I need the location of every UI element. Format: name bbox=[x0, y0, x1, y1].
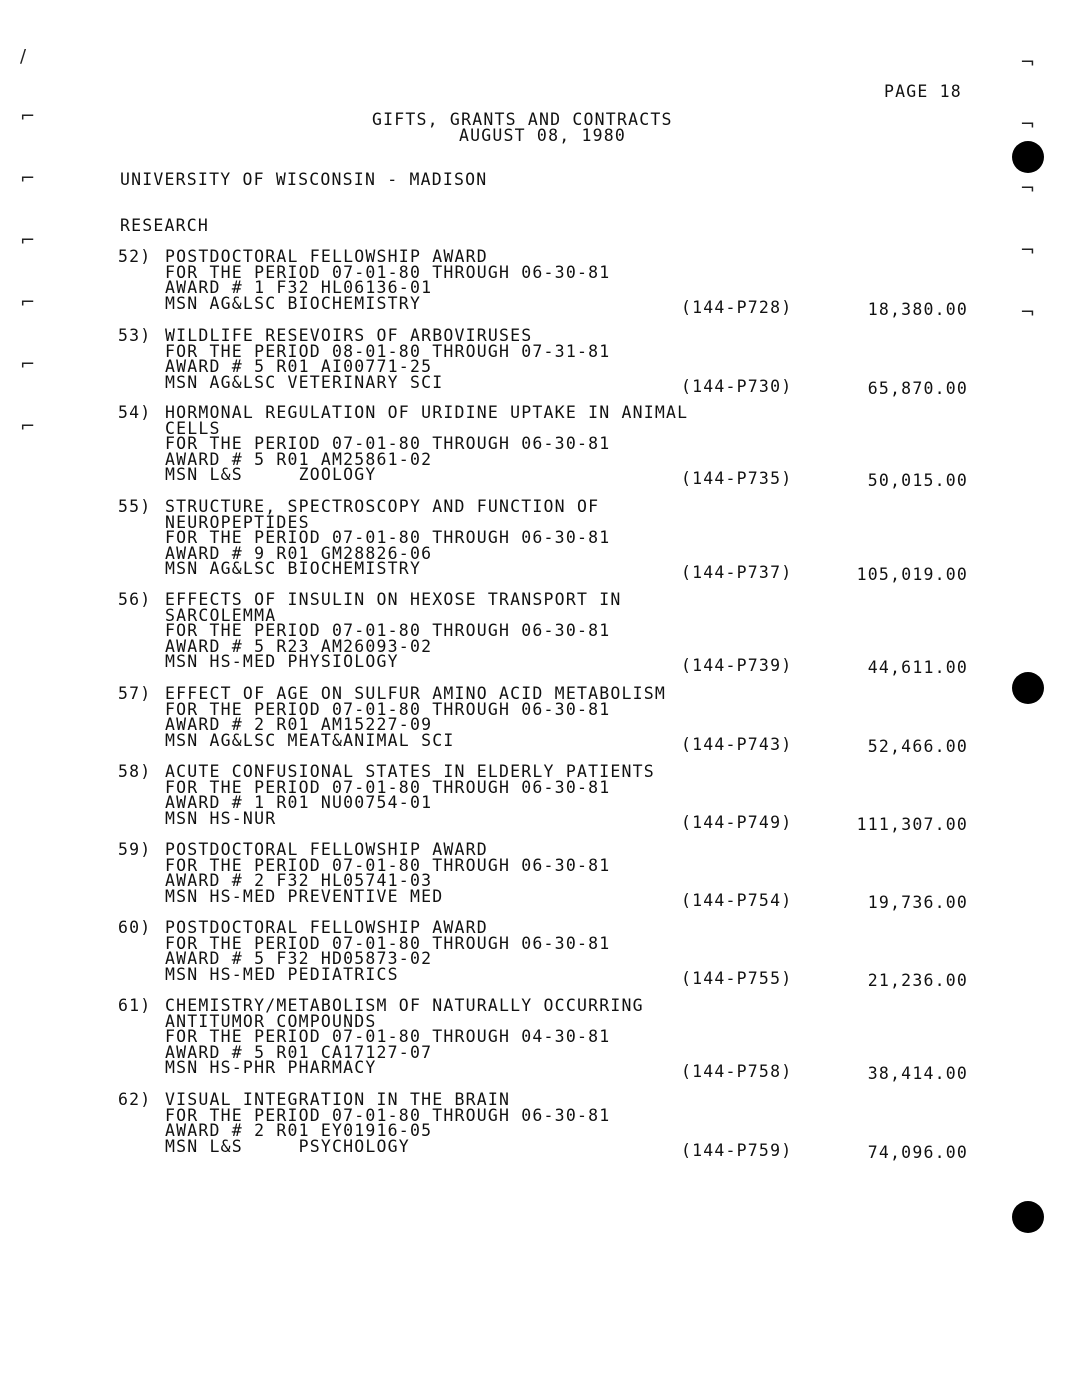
award-amount: 18,380.00 bbox=[867, 299, 968, 319]
entry-line: MSN AG&LSC VETERINARY SCI bbox=[165, 372, 444, 392]
account-code: (144-P754) bbox=[681, 890, 793, 910]
entry-line: CELLS bbox=[165, 418, 221, 438]
account-code: (144-P737) bbox=[681, 563, 793, 583]
entry-line: FOR THE PERIOD 07-01-80 THROUGH 06-30-81 bbox=[165, 777, 611, 797]
account-code: (144-P735) bbox=[681, 469, 793, 489]
margin-mark: ⌐ bbox=[20, 230, 36, 251]
entry-line: MSN HS-NUR bbox=[165, 808, 277, 828]
entry-line: EFFECT OF AGE ON SULFUR AMINO ACID METABOLISM bbox=[165, 684, 667, 703]
section-heading: RESEARCH bbox=[120, 216, 210, 235]
entry-line: AWARD # 5 R23 AM26093-02 bbox=[165, 636, 433, 656]
entry-line: FOR THE PERIOD 07-01-80 THROUGH 06-30-81 bbox=[165, 1105, 611, 1125]
entry-line: FOR THE PERIOD 08-01-80 THROUGH 07-31-81 bbox=[165, 341, 611, 361]
margin-mark: ⌐ bbox=[20, 106, 36, 127]
margin-mark: ¬ bbox=[1020, 114, 1036, 135]
entry-line: AWARD # 5 R01 AI00771-25 bbox=[165, 357, 433, 377]
entry-number: 57) bbox=[118, 684, 152, 703]
account-code: (144-P739) bbox=[681, 656, 793, 676]
margin-mark: ⌐ bbox=[20, 292, 36, 313]
report-title: GIFTS, GRANTS AND CONTRACTS bbox=[372, 110, 673, 129]
entry-line: AWARD # 2 R01 EY01916-05 bbox=[165, 1121, 433, 1141]
entry-line: NEUROPEPTIDES bbox=[165, 512, 310, 532]
entry-line: FOR THE PERIOD 07-01-80 THROUGH 06-30-81 bbox=[165, 528, 611, 548]
entry-line: AWARD # 5 R01 CA17127-07 bbox=[165, 1042, 433, 1062]
entry-line: FOR THE PERIOD 07-01-80 THROUGH 06-30-81 bbox=[165, 933, 611, 953]
entry-line: POSTDOCTORAL FELLOWSHIP AWARD bbox=[165, 840, 488, 859]
entry-line: HORMONAL REGULATION OF URIDINE UPTAKE IN ANIMAL bbox=[165, 403, 689, 422]
award-amount: 65,870.00 bbox=[867, 378, 968, 398]
award-amount: 52,466.00 bbox=[867, 736, 968, 756]
award-amount: 44,611.00 bbox=[867, 658, 968, 678]
entry-line: FOR THE PERIOD 07-01-80 THROUGH 06-30-81 bbox=[165, 621, 611, 641]
entry-line: MSN AG&LSC BIOCHEMISTRY bbox=[165, 293, 422, 313]
entry-line: FOR THE PERIOD 07-01-80 THROUGH 06-30-81 bbox=[165, 855, 611, 875]
entry-line: AWARD # 5 R01 AM25861-02 bbox=[165, 449, 433, 469]
account-code: (144-P730) bbox=[681, 376, 793, 396]
margin-mark: ¬ bbox=[1020, 240, 1036, 261]
margin-mark: ⌐ bbox=[20, 354, 36, 375]
entry-number: 54) bbox=[118, 403, 152, 422]
institution-name: UNIVERSITY OF WISCONSIN - MADISON bbox=[120, 170, 488, 189]
entry-line: MSN L&S PSYCHOLOGY bbox=[165, 1136, 410, 1156]
entry-line: AWARD # 1 F32 HL06136-01 bbox=[165, 278, 433, 298]
margin-mark: ⌐ bbox=[20, 168, 36, 189]
entry-line: ANTITUMOR COMPOUNDS bbox=[165, 1011, 377, 1031]
entry-line: MSN HS-MED PREVENTIVE MED bbox=[165, 886, 444, 906]
margin-mark: ⌐ bbox=[20, 416, 36, 437]
entry-line: POSTDOCTORAL FELLOWSHIP AWARD bbox=[165, 247, 488, 266]
entry-description bbox=[165, 249, 610, 311]
entry-description bbox=[165, 686, 666, 748]
account-code: (144-P749) bbox=[681, 812, 793, 832]
entry-description bbox=[165, 920, 610, 982]
entry-line: POSTDOCTORAL FELLOWSHIP AWARD bbox=[165, 918, 488, 937]
award-amount: 50,015.00 bbox=[867, 471, 968, 491]
account-code: (144-P743) bbox=[681, 734, 793, 754]
binder-hole bbox=[1012, 672, 1044, 704]
entry-line: MSN AG&LSC BIOCHEMISTRY bbox=[165, 559, 422, 579]
entry-line: EFFECTS OF INSULIN ON HEXOSE TRANSPORT IN bbox=[165, 590, 622, 609]
entry-line: MSN AG&LSC MEAT&ANIMAL SCI bbox=[165, 730, 455, 750]
entry-line: SARCOLEMMA bbox=[165, 605, 277, 625]
entry-number: 60) bbox=[118, 918, 152, 937]
award-amount: 111,307.00 bbox=[856, 814, 968, 834]
entry-line: AWARD # 2 F32 HL05741-03 bbox=[165, 871, 433, 891]
entry-description bbox=[165, 1092, 610, 1154]
margin-mark: ¬ bbox=[1020, 178, 1036, 199]
entry-description bbox=[165, 842, 610, 904]
entry-line: MSN HS-PHR PHARMACY bbox=[165, 1058, 377, 1078]
entry-line: MSN L&S ZOOLOGY bbox=[165, 465, 377, 485]
entry-line: FOR THE PERIOD 07-01-80 THROUGH 06-30-81 bbox=[165, 262, 611, 282]
entry-line: AWARD # 5 F32 HD05873-02 bbox=[165, 949, 433, 969]
entry-line: STRUCTURE, SPECTROSCOPY AND FUNCTION OF bbox=[165, 497, 600, 516]
margin-mark: / bbox=[20, 46, 27, 67]
margin-mark: ¬ bbox=[1020, 52, 1036, 73]
entry-description bbox=[165, 998, 644, 1076]
entry-line: MSN HS-MED PHYSIOLOGY bbox=[165, 652, 399, 672]
account-code: (144-P759) bbox=[681, 1140, 793, 1160]
entry-line: AWARD # 1 R01 NU00754-01 bbox=[165, 793, 433, 813]
account-code: (144-P728) bbox=[681, 297, 793, 317]
entry-description bbox=[165, 328, 610, 390]
entry-number: 56) bbox=[118, 590, 152, 609]
entry-number: 61) bbox=[118, 996, 152, 1015]
entry-description bbox=[165, 592, 622, 670]
entry-line: ACUTE CONFUSIONAL STATES IN ELDERLY PATIENTS bbox=[165, 762, 655, 781]
entry-line: FOR THE PERIOD 07-01-80 THROUGH 04-30-81 bbox=[165, 1027, 611, 1047]
entry-number: 58) bbox=[118, 762, 152, 781]
entry-line: FOR THE PERIOD 07-01-80 THROUGH 06-30-81 bbox=[165, 434, 611, 454]
award-amount: 21,236.00 bbox=[867, 970, 968, 990]
entry-line: FOR THE PERIOD 07-01-80 THROUGH 06-30-81 bbox=[165, 699, 611, 719]
award-amount: 74,096.00 bbox=[867, 1142, 968, 1162]
entry-line: MSN HS-MED PEDIATRICS bbox=[165, 964, 399, 984]
entry-number: 53) bbox=[118, 326, 152, 345]
entry-line: AWARD # 2 R01 AM15227-09 bbox=[165, 715, 433, 735]
entry-description bbox=[165, 405, 688, 483]
entry-number: 62) bbox=[118, 1090, 152, 1109]
entry-description bbox=[165, 764, 655, 826]
entry-line: AWARD # 9 R01 GM28826-06 bbox=[165, 543, 433, 563]
award-amount: 19,736.00 bbox=[867, 892, 968, 912]
margin-mark: ¬ bbox=[1020, 302, 1036, 323]
report-date: AUGUST 08, 1980 bbox=[459, 126, 627, 145]
account-code: (144-P758) bbox=[681, 1062, 793, 1082]
account-code: (144-P755) bbox=[681, 968, 793, 988]
binder-hole bbox=[1012, 1201, 1044, 1233]
entry-number: 52) bbox=[118, 247, 152, 266]
entry-line: VISUAL INTEGRATION IN THE BRAIN bbox=[165, 1090, 511, 1109]
award-amount: 105,019.00 bbox=[856, 565, 968, 585]
award-amount: 38,414.00 bbox=[867, 1064, 968, 1084]
page-number: PAGE 18 bbox=[884, 82, 962, 101]
entry-number: 59) bbox=[118, 840, 152, 859]
entry-line: CHEMISTRY/METABOLISM OF NATURALLY OCCURRING bbox=[165, 996, 644, 1015]
entry-number: 55) bbox=[118, 497, 152, 516]
binder-hole bbox=[1012, 141, 1044, 173]
entry-line: WILDLIFE RESEVOIRS OF ARBOVIRUSES bbox=[165, 326, 533, 345]
entry-description bbox=[165, 499, 610, 577]
